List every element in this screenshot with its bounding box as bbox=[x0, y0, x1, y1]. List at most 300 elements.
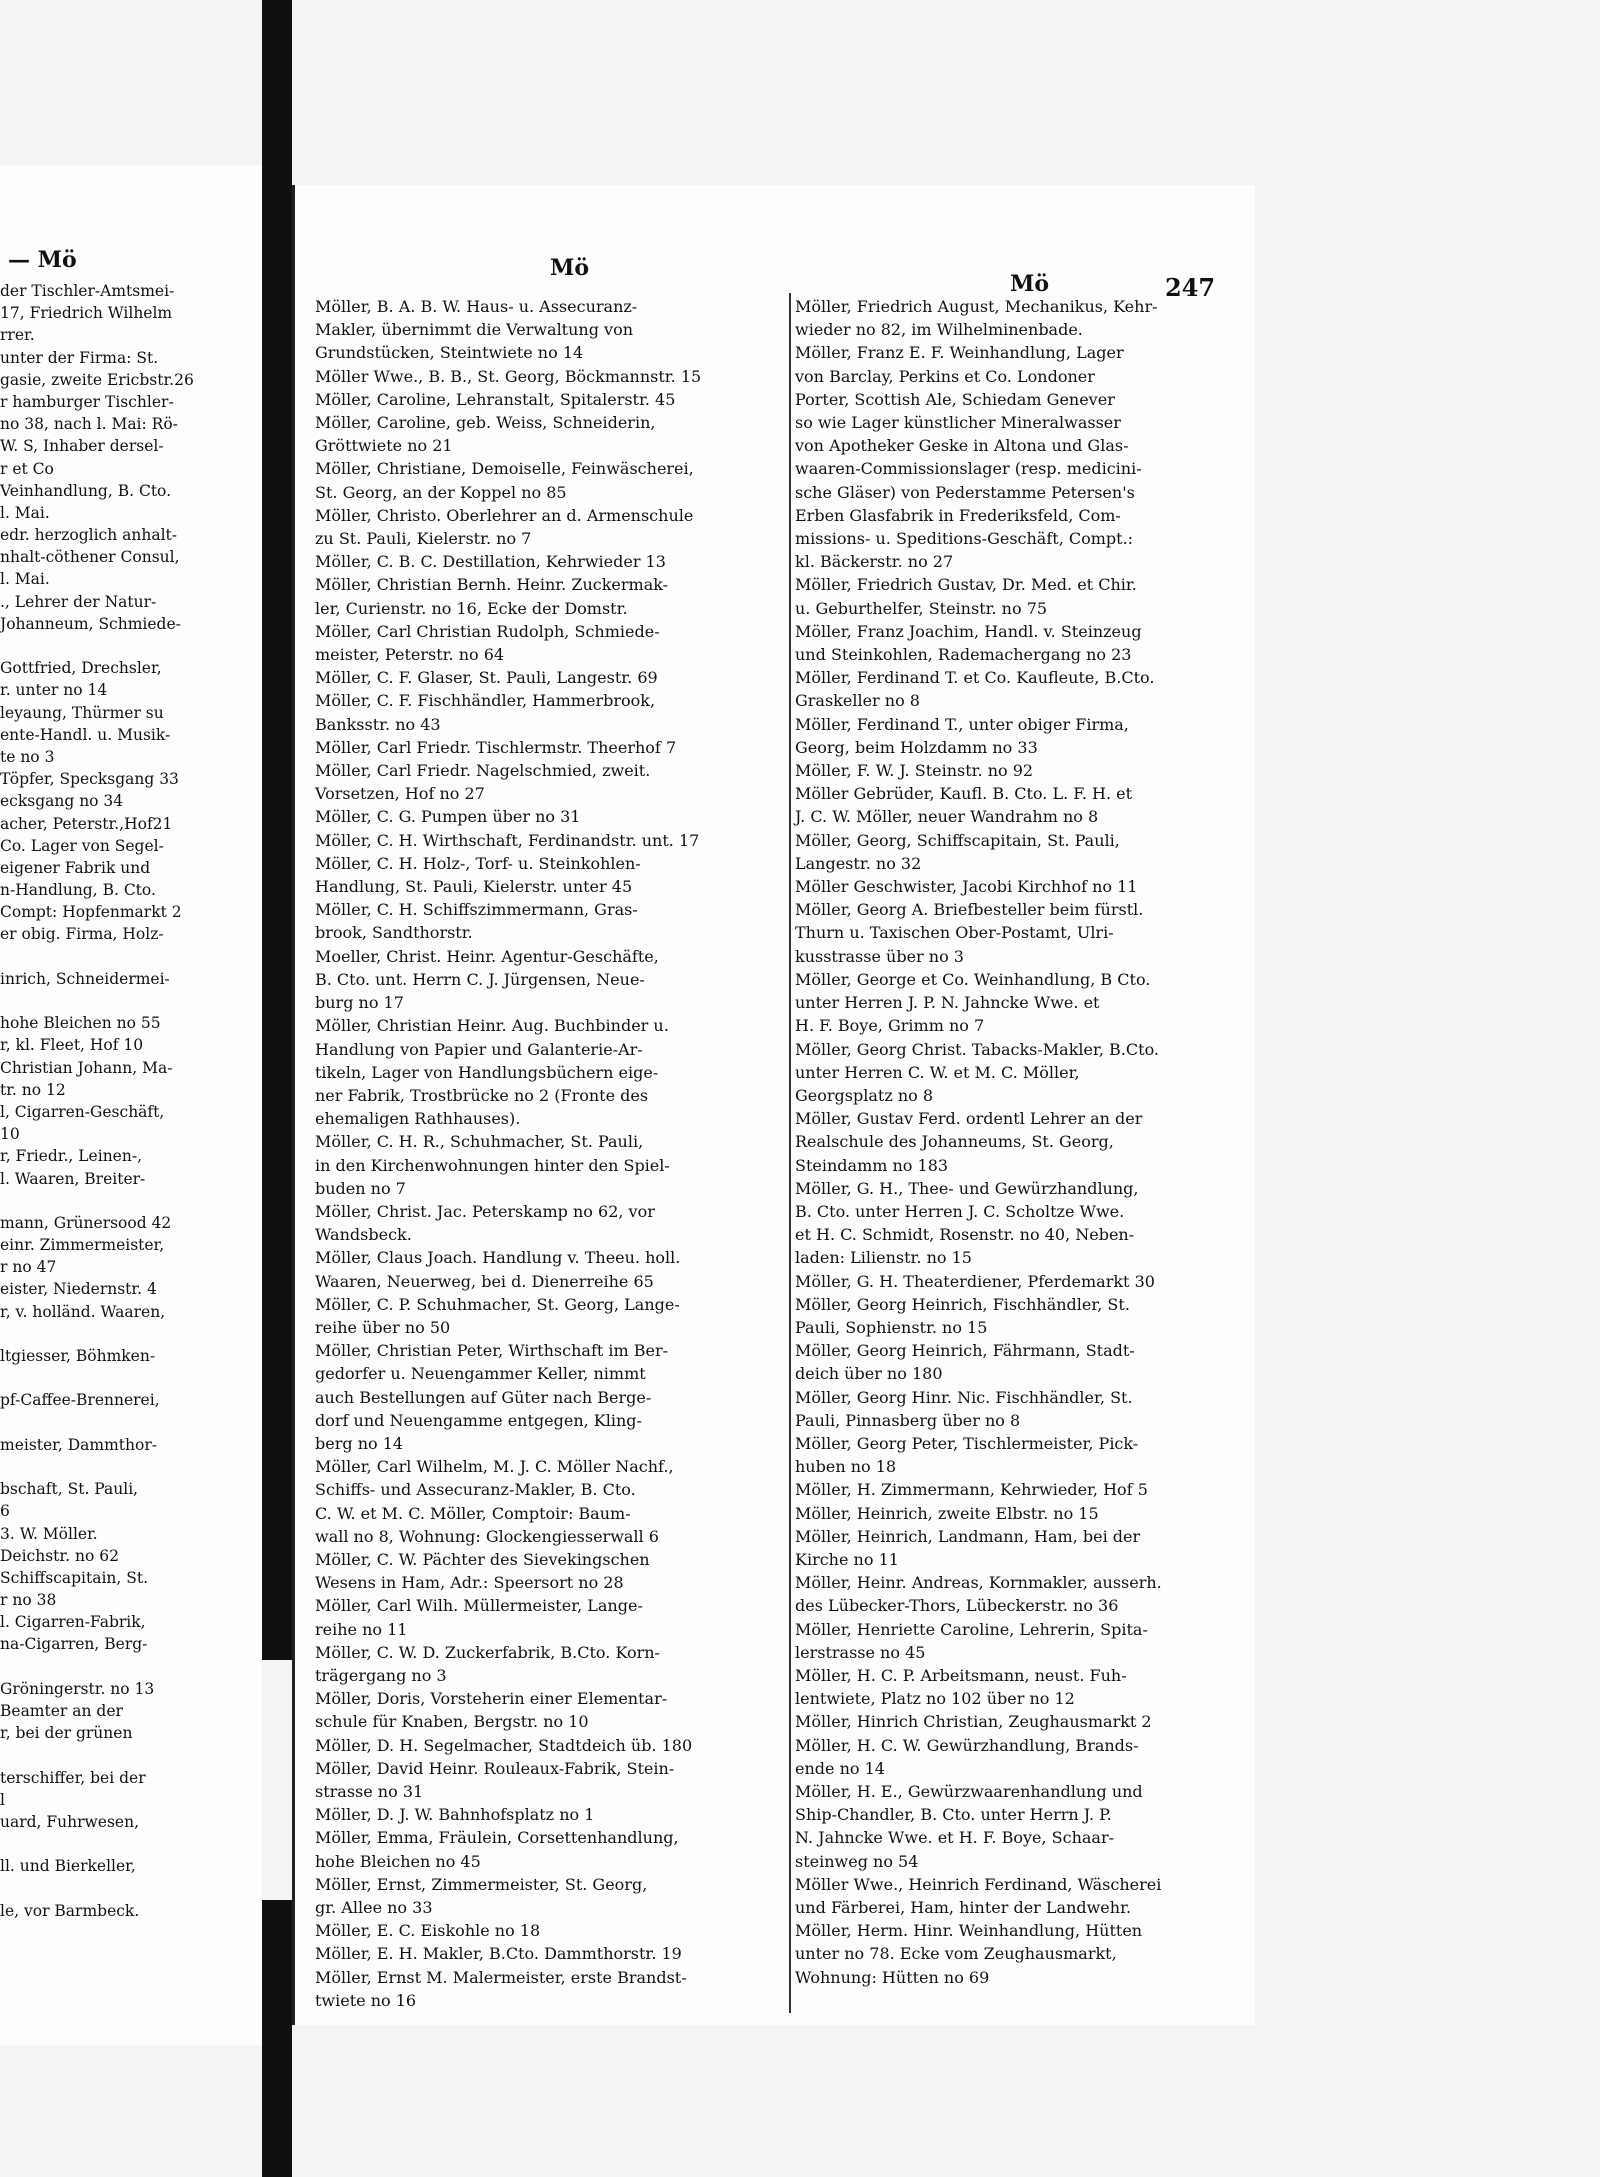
entry-line: Realschule des Johanneums, St. Georg, bbox=[795, 1132, 1114, 1152]
left-text-line: ltgiesser, Böhmken- bbox=[0, 1347, 156, 1365]
entry-line: Wohnung: Hütten no 69 bbox=[795, 1967, 990, 1987]
entry-line: unter Herren J. P. N. Jahncke Wwe. et bbox=[795, 993, 1100, 1013]
entry-line: Möller Wwe., B. B., St. Georg, Böckmannstr. 15 bbox=[315, 366, 702, 386]
entry-line: ler, Curienstr. no 16, Ecke der Domstr. bbox=[315, 598, 628, 618]
directory-entry bbox=[315, 620, 790, 666]
entry-line: Georg, beim Holzdamm no 33 bbox=[795, 737, 1038, 757]
left-text-line: eister, Niedernstr. 4 bbox=[0, 1280, 157, 1299]
left-text-line: te no 3 bbox=[0, 747, 55, 766]
left-text-line: 6 bbox=[0, 1502, 10, 1521]
directory-entry bbox=[795, 666, 1250, 712]
directory-entry bbox=[315, 689, 790, 735]
left-page-fragment bbox=[0, 165, 264, 2045]
directory-entry bbox=[315, 898, 790, 944]
left-text-line bbox=[0, 1656, 262, 1678]
directory-entry bbox=[315, 365, 790, 388]
directory-entry bbox=[315, 1803, 790, 1826]
entry-line: lerstrasse no 45 bbox=[795, 1642, 926, 1662]
directory-entry bbox=[315, 388, 790, 411]
entry-line: Möller, Franz E. F. Weinhandlung, Lager bbox=[795, 343, 1124, 363]
entry-line: Möller, Georg A. Briefbesteller beim fürstl. bbox=[795, 900, 1144, 920]
left-text-line: er obig. Firma, Holz- bbox=[0, 925, 164, 944]
entry-line: Möller, C. H. Wirthschaft, Ferdinandstr. unt. 17 bbox=[315, 830, 700, 850]
entry-line: Möller, H. Zimmermann, Kehrwieder, Hof 5 bbox=[795, 1480, 1148, 1500]
entry-line: Möller, G. H. Theaterdiener, Pferdemarkt 30 bbox=[795, 1271, 1155, 1291]
directory-entry bbox=[315, 550, 790, 573]
entry-line: Gröttwiete no 21 bbox=[315, 436, 453, 456]
entry-line: ner Fabrik, Trostbrücke no 2 (Fronte des bbox=[315, 1085, 649, 1105]
directory-entry bbox=[315, 1594, 790, 1640]
left-text-line: der Tischler-Amtsmei- bbox=[0, 282, 175, 300]
entry-line: Möller, George et Co. Weinhandlung, B Cto. bbox=[795, 969, 1151, 989]
left-text-line bbox=[0, 946, 262, 968]
directory-entry bbox=[315, 1200, 790, 1246]
entry-line: Möller, C. B. C. Destillation, Kehrwieder 13 bbox=[315, 552, 666, 572]
left-text-line bbox=[0, 990, 262, 1012]
entry-line: Möller, C. H. R., Schuhmacher, St. Pauli, bbox=[315, 1132, 644, 1152]
directory-entry bbox=[315, 504, 790, 550]
left-text-line: acher, Peterstr.,Hof21 bbox=[0, 814, 173, 833]
left-text-line: ., Lehrer der Natur- bbox=[0, 592, 157, 611]
left-text-line: pf-Caffee-Brennerei, bbox=[0, 1391, 160, 1410]
entry-line: Möller, F. W. J. Steinstr. no 92 bbox=[795, 761, 1034, 781]
left-text-line: unter der Firma: St. bbox=[0, 348, 159, 367]
directory-entry bbox=[795, 1038, 1250, 1108]
entry-line: waaren-Commissionslager (resp. medicini- bbox=[795, 459, 1142, 479]
directory-entry bbox=[795, 1432, 1250, 1478]
left-text-line bbox=[0, 1456, 262, 1478]
entry-line: Möller, C. W. Pächter des Sievekingschen bbox=[315, 1549, 650, 1569]
directory-entry bbox=[315, 1014, 790, 1130]
left-text-line: gasie, zweite Ericbstr.26 bbox=[0, 370, 194, 389]
left-text-line: r, Friedr., Leinen-, bbox=[0, 1147, 142, 1166]
left-text-line: rrer. bbox=[0, 326, 35, 345]
directory-entry bbox=[795, 1386, 1250, 1432]
entry-line: Möller, Ernst M. Malermeister, erste Brandst- bbox=[315, 1967, 687, 1987]
directory-entry bbox=[315, 411, 790, 457]
spine-gap bbox=[262, 1660, 292, 1900]
entry-line: ende no 14 bbox=[795, 1758, 885, 1778]
directory-entry bbox=[795, 1919, 1250, 1989]
left-text-line: Beamter an der bbox=[0, 1702, 123, 1720]
left-text-line: Johanneum, Schmiede- bbox=[0, 614, 181, 633]
entry-line: Möller, Georg Heinrich, Fährmann, Stadt- bbox=[795, 1341, 1135, 1361]
entry-line: und Steinkohlen, Rademachergang no 23 bbox=[795, 645, 1132, 665]
entry-line: reihe über no 50 bbox=[315, 1317, 451, 1337]
entry-line: gr. Allee no 33 bbox=[315, 1898, 433, 1918]
entry-line: Möller, Henriette Caroline, Lehrerin, Spita- bbox=[795, 1619, 1148, 1639]
left-text-line: 10 bbox=[0, 1125, 20, 1144]
left-text-line bbox=[0, 1833, 262, 1855]
entry-line: Möller, C. P. Schuhmacher, St. Georg, Lange- bbox=[315, 1294, 680, 1314]
entry-line: strasse no 31 bbox=[315, 1782, 424, 1801]
directory-entry bbox=[795, 1525, 1250, 1571]
directory-entry bbox=[315, 295, 790, 365]
left-text-line: hohe Bleichen no 55 bbox=[0, 1014, 161, 1033]
entry-line: Möller, E. C. Eiskohle no 18 bbox=[315, 1921, 541, 1941]
entry-line: Möller, Carl Friedr. Nagelschmied, zweit. bbox=[315, 761, 651, 781]
entry-line: St. Georg, an der Koppel no 85 bbox=[315, 482, 567, 502]
directory-entry bbox=[795, 968, 1250, 1038]
entry-line: Möller, Georg Peter, Tischlermeister, Pick- bbox=[795, 1433, 1139, 1453]
entry-line: Möller, Ferdinand T. et Co. Kaufleute, B.Cto. bbox=[795, 668, 1155, 688]
directory-entry bbox=[795, 1780, 1250, 1873]
left-text-line: uard, Fuhrwesen, bbox=[0, 1812, 140, 1831]
directory-entry bbox=[315, 573, 790, 619]
left-text-line: r, v. holländ. Waaren, bbox=[0, 1302, 166, 1321]
left-text-line: mann, Grünersood 42 bbox=[0, 1213, 172, 1232]
left-text-line: tr. no 12 bbox=[0, 1080, 66, 1099]
entry-line: Möller Geschwister, Jacobi Kirchhof no 11 bbox=[795, 877, 1138, 897]
entry-line: huben no 18 bbox=[795, 1457, 897, 1477]
left-text-line: bschaft, St. Pauli, bbox=[0, 1480, 139, 1499]
entry-line: Ship-Chandler, B. Cto. unter Herrn J. P. bbox=[795, 1805, 1112, 1825]
directory-entry bbox=[315, 759, 790, 805]
entry-line: Möller, B. A. B. W. Haus- u. Assecuranz- bbox=[315, 297, 638, 316]
directory-entry bbox=[315, 736, 790, 759]
left-text-line: na-Cigarren, Berg- bbox=[0, 1635, 148, 1654]
left-text-line: r, kl. Fleet, Hof 10 bbox=[0, 1036, 144, 1055]
entry-line: B. Cto. unt. Herrn C. J. Jürgensen, Neue- bbox=[315, 969, 645, 989]
directory-entry bbox=[795, 1339, 1250, 1385]
left-text-line: Töpfer, Specksgang 33 bbox=[0, 770, 179, 789]
directory-column-right bbox=[795, 295, 1250, 1989]
entry-line: Graskeller no 8 bbox=[795, 691, 920, 711]
entry-line: Möller, Christ. Jac. Peterskamp no 62, vor bbox=[315, 1201, 655, 1221]
entry-line: Möller, Christian Peter, Wirthschaft im Ber- bbox=[315, 1341, 669, 1361]
entry-line: Thurn u. Taxischen Ober-Postamt, Ulri- bbox=[795, 923, 1114, 943]
left-text-line: Gröningerstr. no 13 bbox=[0, 1679, 155, 1698]
entry-line: Möller, Friedrich August, Mechanikus, Kehr- bbox=[795, 297, 1158, 316]
entry-line: Möller, Hinrich Christian, Zeughausmarkt 2 bbox=[795, 1712, 1152, 1732]
entry-line: Möller, Christiane, Demoiselle, Feinwäscherei, bbox=[315, 459, 694, 479]
left-text-line: l. Cigarren-Fabrik, bbox=[0, 1613, 146, 1632]
entry-line: Möller, Ernst, Zimmermeister, St. Georg, bbox=[315, 1874, 648, 1894]
entry-line: kl. Bäckerstr. no 27 bbox=[795, 552, 954, 572]
entry-line: kusstrasse über no 3 bbox=[795, 946, 964, 966]
entry-line: Möller, Christian Heinr. Aug. Buchbinder u. bbox=[315, 1016, 669, 1036]
entry-line: Handlung, St. Pauli, Kielerstr. unter 45 bbox=[315, 877, 633, 897]
entry-line: Wandsbeck. bbox=[315, 1225, 412, 1245]
directory-entry bbox=[315, 1246, 790, 1292]
entry-line: Schiffs- und Assecuranz-Makler, B. Cto. bbox=[315, 1480, 636, 1500]
entry-line: Möller, E. H. Makler, B.Cto. Dammthorstr. 19 bbox=[315, 1944, 682, 1964]
entry-line: C. W. et M. C. Möller, Comptoir: Baum- bbox=[315, 1503, 631, 1523]
entry-line: Möller, G. H., Thee- und Gewürzhandlung, bbox=[795, 1178, 1139, 1198]
left-text-line: r et Co bbox=[0, 459, 54, 478]
entry-line: Langestr. no 32 bbox=[795, 853, 922, 873]
directory-entry bbox=[795, 1270, 1250, 1293]
entry-line: Möller, Georg Hinr. Nic. Fischhändler, St. bbox=[795, 1387, 1133, 1407]
directory-entry bbox=[315, 1942, 790, 1965]
entry-line: Möller Wwe., Heinrich Ferdinand, Wäscherei bbox=[795, 1874, 1162, 1894]
entry-line: Möller, Georg Heinrich, Fischhändler, St. bbox=[795, 1294, 1130, 1314]
entry-line: Möller, Georg Christ. Tabacks-Makler, B.Cto. bbox=[795, 1039, 1160, 1059]
entry-line: Pauli, Sophienstr. no 15 bbox=[795, 1317, 988, 1337]
directory-entry bbox=[315, 829, 790, 852]
entry-line: von Barclay, Perkins et Co. Londoner bbox=[795, 366, 1095, 386]
left-text-line: l. Waaren, Breiter- bbox=[0, 1169, 146, 1188]
left-text-line: r no 47 bbox=[0, 1258, 57, 1277]
entry-line: reihe no 11 bbox=[315, 1619, 408, 1639]
left-text-line: W. S, Inhaber dersel- bbox=[0, 437, 164, 456]
entry-line: Makler, übernimmt die Verwaltung von bbox=[315, 320, 634, 340]
left-text-line: einr. Zimmermeister, bbox=[0, 1236, 165, 1255]
directory-entry bbox=[795, 620, 1250, 666]
left-text-line: l. Mai. bbox=[0, 503, 50, 522]
left-text-line: ll. und Bierkeller, bbox=[0, 1857, 136, 1876]
entry-line: Möller, Caroline, Lehranstalt, Spitalerstr. 45 bbox=[315, 389, 676, 409]
entry-line: Möller, D. J. W. Bahnhofsplatz no 1 bbox=[315, 1805, 595, 1825]
entry-line: steinweg no 54 bbox=[795, 1851, 919, 1871]
entry-line: Möller, Doris, Vorsteherin einer Elementar- bbox=[315, 1689, 668, 1709]
directory-entry bbox=[315, 852, 790, 898]
directory-entry bbox=[795, 1664, 1250, 1710]
left-text-line bbox=[0, 1190, 262, 1212]
entry-line: gedorfer u. Neuengammer Keller, nimmt bbox=[315, 1364, 646, 1384]
directory-column-left bbox=[315, 295, 790, 2012]
directory-entry bbox=[315, 1548, 790, 1594]
entry-line: Möller, Emma, Fräulein, Corsettenhandlung, bbox=[315, 1828, 679, 1848]
directory-entry bbox=[795, 782, 1250, 828]
directory-entry bbox=[795, 1618, 1250, 1664]
entry-line: et H. C. Schmidt, Rosenstr. no 40, Neben- bbox=[795, 1225, 1135, 1245]
entry-line: deich über no 180 bbox=[795, 1364, 943, 1384]
entry-line: Möller, Caroline, geb. Weiss, Schneiderin, bbox=[315, 413, 656, 433]
page-number: 247 bbox=[1165, 273, 1216, 302]
entry-line: berg no 14 bbox=[315, 1433, 404, 1453]
directory-entry bbox=[315, 1641, 790, 1687]
entry-line: Möller, Christo. Oberlehrer an d. Armenschule bbox=[315, 505, 694, 525]
directory-entry bbox=[795, 1293, 1250, 1339]
directory-entry bbox=[795, 1502, 1250, 1525]
left-text-line: inrich, Schneidermei- bbox=[0, 969, 170, 988]
left-text-line: n-Handlung, B. Cto. bbox=[0, 881, 156, 900]
entry-line: H. F. Boye, Grimm no 7 bbox=[795, 1016, 985, 1036]
left-text-line: terschiffer, bei der bbox=[0, 1768, 146, 1787]
directory-entry bbox=[315, 1826, 790, 1872]
entry-line: Möller, Heinr. Andreas, Kornmakler, ausserh. bbox=[795, 1573, 1162, 1593]
entry-line: Möller, D. H. Segelmacher, Stadtdeich üb. 180 bbox=[315, 1735, 693, 1755]
left-text-line: r. unter no 14 bbox=[0, 681, 108, 700]
entry-line: u. Geburthelfer, Steinstr. no 75 bbox=[795, 598, 1048, 618]
entry-line: meister, Peterstr. no 64 bbox=[315, 645, 505, 665]
directory-entry bbox=[795, 759, 1250, 782]
entry-line: wieder no 82, im Wilhelminenbade. bbox=[795, 320, 1083, 340]
entry-line: auch Bestellungen auf Güter nach Berge- bbox=[315, 1387, 652, 1407]
entry-line: Pauli, Pinnasberg über no 8 bbox=[795, 1410, 1021, 1430]
entry-line: Möller, Carl Christian Rudolph, Schmiede- bbox=[315, 621, 660, 641]
entry-line: Möller, Christian Bernh. Heinr. Zuckermak- bbox=[315, 575, 669, 595]
directory-entry bbox=[795, 1107, 1250, 1177]
entry-line: hohe Bleichen no 45 bbox=[315, 1851, 481, 1871]
entry-line: brook, Sandthorstr. bbox=[315, 923, 473, 943]
left-text-line: no 38, nach l. Mai: Rö- bbox=[0, 415, 178, 434]
left-text-line: Schiffscapitain, St. bbox=[0, 1568, 149, 1587]
left-page-header: — Mö bbox=[8, 247, 77, 273]
entry-line: von Apotheker Geske in Altona und Glas- bbox=[795, 436, 1129, 456]
entry-line: wall no 8, Wohnung: Glockengiesserwall 6 bbox=[315, 1526, 659, 1546]
entry-line: missions- u. Speditions-Geschäft, Compt.: bbox=[795, 529, 1134, 549]
entry-line: Möller, Friedrich Gustav, Dr. Med. et Chir. bbox=[795, 575, 1137, 595]
directory-entry bbox=[795, 829, 1250, 875]
entry-line: Möller, H. C. W. Gewürzhandlung, Brands- bbox=[795, 1735, 1139, 1755]
directory-entry bbox=[795, 713, 1250, 759]
entry-line: unter no 78. Ecke vom Zeughausmarkt, bbox=[795, 1944, 1117, 1964]
left-text-line bbox=[0, 1323, 262, 1345]
directory-entry bbox=[315, 666, 790, 689]
entry-line: Möller, Ferdinand T., unter obiger Firma, bbox=[795, 714, 1129, 734]
entry-line: sche Gläser) von Pederstamme Petersen's bbox=[795, 482, 1135, 502]
left-text-line: 3. W. Möller. bbox=[0, 1524, 98, 1543]
entry-line: twiete no 16 bbox=[315, 1990, 417, 2010]
entry-line: Moeller, Christ. Heinr. Agentur-Geschäfte, bbox=[315, 946, 659, 966]
left-text-line: l. Mai. bbox=[0, 570, 50, 589]
left-text-line: Veinhandlung, B. Cto. bbox=[0, 481, 172, 500]
entry-line: Georgsplatz no 8 bbox=[795, 1085, 934, 1105]
entry-line: trägergang no 3 bbox=[315, 1665, 447, 1685]
entry-line: Möller, C. H. Holz-, Torf- u. Steinkohlen- bbox=[315, 853, 641, 873]
entry-line: Grundstücken, Steintwiete no 14 bbox=[315, 343, 584, 363]
left-text-line: meister, Dammthor- bbox=[0, 1435, 157, 1454]
entry-line: Steindamm no 183 bbox=[795, 1155, 949, 1175]
left-text-line: l, Cigarren-Geschäft, bbox=[0, 1102, 165, 1121]
directory-entry bbox=[795, 1734, 1250, 1780]
entry-line: Porter, Scottish Ale, Schiedam Genever bbox=[795, 389, 1115, 409]
entry-line: Möller, C. G. Pumpen über no 31 bbox=[315, 807, 581, 827]
left-text-line: l bbox=[0, 1790, 5, 1809]
entry-line: und Färberei, Ham, hinter der Landwehr. bbox=[795, 1898, 1132, 1918]
directory-entry bbox=[315, 1455, 790, 1548]
entry-line: Vorsetzen, Hof no 27 bbox=[315, 784, 485, 804]
left-page-text bbox=[0, 280, 262, 1922]
left-text-line: edr. herzoglich anhalt- bbox=[0, 526, 178, 545]
left-text-line: r hamburger Tischler- bbox=[0, 392, 174, 411]
directory-entry bbox=[795, 1177, 1250, 1270]
entry-line: schule für Knaben, Bergstr. no 10 bbox=[315, 1712, 589, 1732]
directory-entry bbox=[315, 457, 790, 503]
entry-line: Möller, H. E., Gewürzwaarenhandlung und bbox=[795, 1782, 1143, 1801]
left-text-line bbox=[0, 1367, 262, 1389]
entry-line: tikeln, Lager von Handlungsbüchern eige- bbox=[315, 1062, 659, 1082]
directory-entry bbox=[795, 573, 1250, 619]
entry-line: Handlung von Papier und Galanterie-Ar- bbox=[315, 1039, 643, 1059]
left-text-line: Compt: Hopfenmarkt 2 bbox=[0, 903, 182, 922]
directory-entry bbox=[315, 1734, 790, 1757]
directory-entry bbox=[795, 875, 1250, 898]
directory-entry bbox=[795, 295, 1250, 341]
entry-line: Banksstr. no 43 bbox=[315, 714, 441, 734]
directory-entry bbox=[315, 1293, 790, 1339]
entry-line: burg no 17 bbox=[315, 993, 404, 1013]
directory-entry bbox=[315, 1966, 790, 2012]
directory-entry bbox=[315, 1130, 790, 1200]
directory-entry bbox=[795, 1478, 1250, 1501]
directory-entry bbox=[795, 1710, 1250, 1733]
entry-line: Wesens in Ham, Adr.: Speersort no 28 bbox=[315, 1573, 624, 1593]
entry-line: Möller, C. H. Schiffszimmermann, Gras- bbox=[315, 900, 638, 920]
left-text-line: Gottfried, Drechsler, bbox=[0, 659, 162, 678]
left-text-line: Deichstr. no 62 bbox=[0, 1546, 119, 1565]
running-header-center: Mö bbox=[550, 255, 590, 281]
entry-line: Waaren, Neuerweg, bei d. Dienerreihe 65 bbox=[315, 1271, 654, 1291]
entry-line: dorf und Neuengamme entgegen, Kling- bbox=[315, 1410, 642, 1430]
directory-entry bbox=[795, 1873, 1250, 1919]
entry-line: zu St. Pauli, Kielerstr. no 7 bbox=[315, 529, 532, 549]
left-text-line bbox=[0, 1744, 262, 1766]
entry-line: J. C. W. Möller, neuer Wandrahm no 8 bbox=[795, 807, 1099, 827]
entry-line: Möller, C. F. Fischhändler, Hammerbrook, bbox=[315, 691, 656, 711]
entry-line: Möller, H. C. P. Arbeitsmann, neust. Fuh- bbox=[795, 1665, 1127, 1685]
left-text-line: Christian Johann, Ma- bbox=[0, 1058, 173, 1077]
entry-line: Möller, C. F. Glaser, St. Pauli, Langestr. 69 bbox=[315, 668, 658, 688]
entry-line: unter Herren C. W. et M. C. Möller, bbox=[795, 1062, 1080, 1082]
entry-line: lentwiete, Platz no 102 über no 12 bbox=[795, 1689, 1075, 1709]
entry-line: laden: Lilienstr. no 15 bbox=[795, 1248, 972, 1268]
left-text-line: ecksgang no 34 bbox=[0, 792, 124, 811]
column-divider bbox=[789, 293, 791, 2013]
entry-line: Möller, Heinrich, zweite Elbstr. no 15 bbox=[795, 1503, 1099, 1523]
directory-entry bbox=[315, 805, 790, 828]
left-text-line: Co. Lager von Segel- bbox=[0, 836, 164, 855]
entry-line: des Lübecker-Thors, Lübeckerstr. no 36 bbox=[795, 1596, 1119, 1616]
directory-entry bbox=[315, 1687, 790, 1733]
entry-line: N. Jahncke Wwe. et H. F. Boye, Schaar- bbox=[795, 1828, 1115, 1848]
directory-entry bbox=[315, 1873, 790, 1919]
left-text-line: 17, Friedrich Wilhelm bbox=[0, 304, 173, 323]
entry-line: Möller, David Heinr. Rouleaux-Fabrik, Stein- bbox=[315, 1758, 675, 1778]
entry-line: B. Cto. unter Herren J. C. Scholtze Wwe. bbox=[795, 1201, 1125, 1221]
entry-line: Möller, Carl Friedr. Tischlermstr. Theerhof 7 bbox=[315, 737, 677, 757]
directory-entry bbox=[795, 1571, 1250, 1617]
directory-entry bbox=[315, 1757, 790, 1803]
entry-line: Möller, Georg, Schiffscapitain, St. Pauli, bbox=[795, 830, 1120, 850]
entry-line: Kirche no 11 bbox=[795, 1549, 899, 1569]
left-text-line bbox=[0, 1412, 262, 1434]
entry-line: Möller Gebrüder, Kaufl. B. Cto. L. F. H. et bbox=[795, 784, 1133, 804]
left-text-line: le, vor Barmbeck. bbox=[0, 1901, 140, 1920]
running-header-right: Mö bbox=[1010, 271, 1050, 297]
left-text-line: leyaung, Thürmer su bbox=[0, 703, 164, 722]
entry-line: ehemaligen Rathhauses). bbox=[315, 1109, 521, 1129]
left-text-line bbox=[0, 635, 262, 657]
left-text-line: eigener Fabrik und bbox=[0, 858, 151, 877]
entry-line: so wie Lager künstlicher Mineralwasser bbox=[795, 413, 1121, 433]
entry-line: Möller, Claus Joach. Handlung v. Theeu. holl. bbox=[315, 1248, 681, 1268]
entry-line: Möller, Carl Wilhelm, M. J. C. Möller Nachf., bbox=[315, 1457, 674, 1477]
directory-entry bbox=[315, 1339, 790, 1455]
left-text-line: nhalt-cöthener Consul, bbox=[0, 548, 180, 567]
entry-line: Möller, Carl Wilh. Müllermeister, Lange- bbox=[315, 1596, 643, 1616]
left-text-line bbox=[0, 1878, 262, 1900]
directory-entry bbox=[315, 945, 790, 1015]
entry-line: Möller, Heinrich, Landmann, Ham, bei der bbox=[795, 1526, 1141, 1546]
entry-line: Erben Glasfabrik in Frederiksfeld, Com- bbox=[795, 505, 1121, 525]
directory-entry bbox=[795, 341, 1250, 573]
directory-entry bbox=[315, 1919, 790, 1942]
entry-line: Möller, Gustav Ferd. ordentl Lehrer an der bbox=[795, 1109, 1143, 1129]
left-text-line: r no 38 bbox=[0, 1591, 57, 1610]
entry-line: Möller, Herm. Hinr. Weinhandlung, Hütten bbox=[795, 1921, 1143, 1941]
left-text-line: ente-Handl. u. Musik- bbox=[0, 725, 171, 744]
directory-entry bbox=[795, 898, 1250, 968]
entry-line: in den Kirchenwohnungen hinter den Spiel- bbox=[315, 1155, 670, 1175]
left-text-line: r, bei der grünen bbox=[0, 1724, 133, 1743]
entry-line: Möller, C. W. D. Zuckerfabrik, B.Cto. Korn- bbox=[315, 1642, 660, 1662]
entry-line: Möller, Franz Joachim, Handl. v. Steinzeug bbox=[795, 621, 1142, 641]
entry-line: buden no 7 bbox=[315, 1178, 406, 1198]
right-page bbox=[292, 185, 1255, 2025]
